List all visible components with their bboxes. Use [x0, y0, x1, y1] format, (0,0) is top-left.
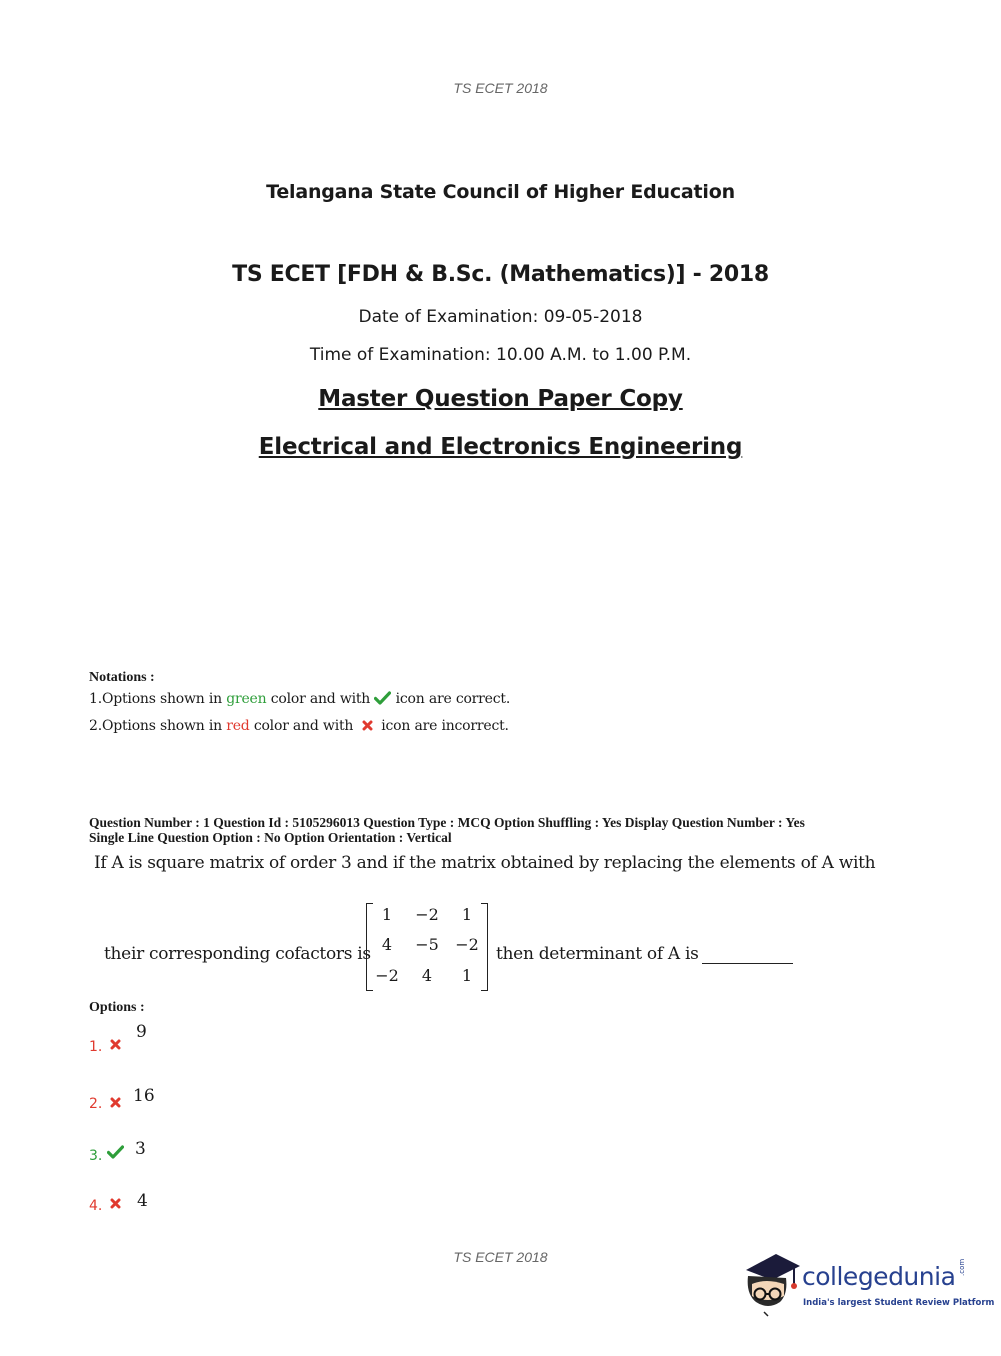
red-word: red — [226, 718, 250, 734]
logo-com-suffix: .com — [958, 1258, 966, 1276]
council-name: Telangana State Council of Higher Education — [266, 181, 735, 203]
notations-heading: Notations : — [89, 670, 155, 685]
matrix-cell: 4 — [421, 966, 433, 985]
question-meta-line2: Single Line Question Option : No Option Orientation : Vertical — [89, 830, 452, 845]
matrix-cell: −5 — [415, 935, 439, 954]
exam-title: TS ECET [FDH & B.Sc. (Mathematics)] - 2018 — [232, 262, 769, 287]
option-2-value: 16 — [133, 1086, 155, 1106]
matrix-right-bracket — [481, 903, 488, 991]
matrix-cell: 1 — [461, 905, 473, 924]
cross-icon — [110, 1095, 121, 1113]
option-4-number: 4. — [89, 1198, 103, 1214]
exam-date: Date of Examination: 09-05-2018 — [358, 307, 643, 327]
options-heading: Options : — [89, 1000, 145, 1015]
logo-wordmark: collegedunia — [802, 1262, 956, 1291]
mascot-icon — [742, 1250, 802, 1325]
logo-tagline: India's largest Student Review Platform — [803, 1298, 995, 1308]
matrix-cell: −2 — [455, 935, 479, 954]
cross-icon — [110, 1037, 121, 1055]
branch-title: Electrical and Electronics Engineering — [258, 434, 743, 460]
check-icon — [374, 691, 391, 709]
master-copy-title: Master Question Paper Copy — [318, 386, 683, 412]
question-text-line1: If A is square matrix of order 3 and if the matrix obtained by replacing the elements of A with — [94, 853, 876, 873]
option-1-value: 9 — [136, 1022, 147, 1042]
exam-time: Time of Examination: 10.00 A.M. to 1.00 P.M. — [309, 345, 692, 365]
option-1-number: 1. — [89, 1039, 103, 1055]
header-tag: TS ECET 2018 — [453, 80, 548, 96]
option-2-number: 2. — [89, 1096, 103, 1112]
option-3-value: 3 — [135, 1139, 146, 1159]
cofactor-matrix — [366, 903, 488, 989]
question-text-before-matrix: their corresponding cofactors is — [104, 944, 371, 964]
matrix-cell: 1 — [461, 966, 473, 985]
green-word: green — [226, 691, 267, 707]
question-meta-line1: Question Number : 1 Question Id : 5105296013 Question Type : MCQ Option Shuffling : Yes Display Question Number : Yes — [89, 815, 805, 830]
matrix-cell: 4 — [381, 935, 393, 954]
notation-incorrect: 2.Options shown in red color and with icon are incorrect. — [89, 718, 509, 734]
matrix-cell: 1 — [381, 905, 393, 924]
matrix-cell: −2 — [375, 966, 399, 985]
question-text-after-matrix: then determinant of A is — [496, 944, 699, 964]
matrix-cell: −2 — [415, 905, 439, 924]
check-icon — [107, 1145, 124, 1164]
option-3-number: 3. — [89, 1148, 103, 1164]
option-4-value: 4 — [137, 1191, 148, 1211]
cross-icon — [362, 719, 373, 735]
notation-correct: 1.Options shown in green color and with icon are correct. — [89, 691, 511, 707]
cross-icon — [110, 1196, 121, 1214]
footer-tag: TS ECET 2018 — [453, 1249, 548, 1265]
answer-blank — [702, 963, 793, 964]
